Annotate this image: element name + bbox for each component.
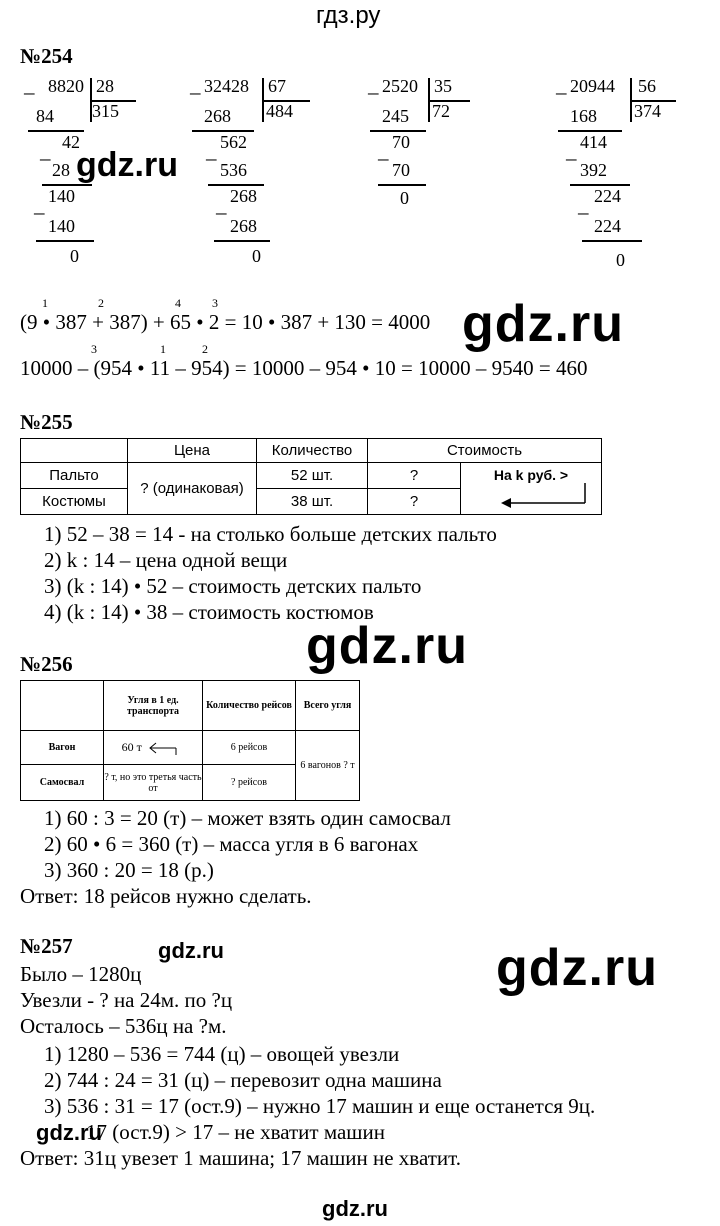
step: 42: [62, 132, 80, 152]
step: 224: [594, 216, 621, 236]
step: 268: [230, 216, 257, 236]
problem-255-title: №255: [20, 410, 73, 434]
step-line: 4) (k : 14) • 38 – стоимость костюмов: [44, 600, 374, 624]
note-text: На k руб. >: [493, 467, 569, 483]
table-header: Всего угля: [296, 681, 360, 731]
step-line: 1) 1280 – 536 = 744 (ц) – овощей увезли: [44, 1042, 400, 1066]
step-line: 17 (ост.9) > 17 – не хватит машин: [86, 1120, 385, 1144]
watermark: gdz.ru: [36, 1120, 102, 1145]
step-line: 1) 52 – 38 = 14 - на столько больше детских пальто: [44, 522, 497, 546]
watermark: gdz.ru: [462, 295, 624, 353]
table-header: [21, 439, 128, 463]
table-cell: 38 шт.: [257, 489, 368, 515]
table-header: Количество: [257, 439, 368, 463]
table-cell: ? рейсов: [203, 765, 296, 801]
given-line: Увезли - ? на 24м. по ?ц: [20, 988, 233, 1012]
dividend: 20944: [570, 76, 615, 96]
dividend: 32428: [204, 76, 249, 96]
step: 562: [220, 132, 247, 152]
table-cell: ? т, но это третья часть от: [104, 765, 203, 801]
step: 70: [392, 160, 410, 180]
quotient: 315: [92, 101, 119, 121]
watermark-footer: gdz.ru: [322, 1196, 388, 1221]
divisor: 35: [434, 76, 452, 96]
table-cell-note: [461, 463, 602, 515]
table-cell: Самосвал: [21, 765, 104, 801]
table-cell: 6 вагонов ? т: [296, 731, 360, 801]
order-mark: 2: [98, 296, 104, 310]
order-mark: 4: [175, 296, 181, 310]
table-cell: Вагон: [21, 731, 104, 765]
quotient: 72: [432, 101, 450, 121]
step: 0: [70, 246, 79, 266]
table-255: [20, 438, 602, 515]
step: 0: [252, 246, 261, 266]
step: 140: [48, 186, 75, 206]
table-cell: 52 шт.: [257, 463, 368, 489]
table-header: [21, 681, 104, 731]
problem-254-title: №254: [20, 44, 73, 68]
step: 268: [230, 186, 257, 206]
step-line: 1) 60 : 3 = 20 (т) – может взять один самосвал: [44, 806, 451, 830]
table-cell: Костюмы: [21, 489, 128, 515]
step-line: 2) 60 • 6 = 360 (т) – масса угля в 6 вагонах: [44, 832, 419, 856]
table-header: Угля в 1 ед. транспорта: [104, 681, 203, 731]
dividend: 8820: [48, 76, 84, 96]
step-line: 2) 744 : 24 = 31 (ц) – перевозит одна машина: [44, 1068, 442, 1092]
arrow-left-icon: [144, 741, 184, 755]
table-cell: ? (одинаковая): [128, 463, 257, 515]
step: 168: [570, 106, 597, 126]
problem-257-title: №257: [20, 934, 73, 958]
problem-256-title: №256: [20, 652, 73, 676]
step: 224: [594, 186, 621, 206]
expression-2: 10000 – (954 • 11 – 954) = 10000 – 954 • 10 = 10000 – 9540 = 460: [20, 356, 588, 380]
step: 84: [36, 106, 54, 126]
table-cell: ?: [368, 489, 461, 515]
quotient: 484: [266, 101, 293, 121]
answer: Ответ: 18 рейсов нужно сделать.: [20, 884, 312, 908]
cell-text: 60 т: [121, 739, 142, 754]
given-line: Осталось – 536ц на ?м.: [20, 1014, 227, 1038]
step-line: 3) 360 : 20 = 18 (р.): [44, 858, 214, 882]
step: 0: [616, 250, 625, 270]
step: 268: [204, 106, 231, 126]
divisor: 67: [268, 76, 286, 96]
table-256: [20, 680, 360, 801]
watermark: gdz.ru: [76, 146, 178, 184]
step-line: 3) 536 : 31 = 17 (ост.9) – нужно 17 машин и еще останется 9ц.: [44, 1094, 596, 1118]
expression-1: (9 • 387 + 387) + 65 • 2 = 10 • 387 + 130 = 4000: [20, 310, 431, 334]
step: 245: [382, 106, 409, 126]
step: 392: [580, 160, 607, 180]
step-line: 2) k : 14 – цена одной вещи: [44, 548, 288, 572]
step: 28: [52, 160, 70, 180]
watermark: gdz.ru: [306, 617, 468, 675]
order-mark: 3: [212, 296, 218, 310]
table-cell: [104, 731, 203, 765]
order-mark: 2: [202, 342, 208, 356]
table-header: Количество рейсов: [203, 681, 296, 731]
given-line: Было – 1280ц: [20, 962, 142, 986]
step: 0: [400, 188, 409, 208]
step: 414: [580, 132, 607, 152]
step: 140: [48, 216, 75, 236]
watermark: gdz.ru: [496, 939, 658, 997]
table-cell: 6 рейсов: [203, 731, 296, 765]
table-cell: ?: [368, 463, 461, 489]
table-cell: Пальто: [21, 463, 128, 489]
arrow-left-icon: [461, 483, 601, 511]
order-mark: 1: [160, 342, 166, 356]
answer: Ответ: 31ц увезет 1 машина; 17 машин не хватит.: [20, 1146, 461, 1170]
site-header: гдз.ру: [316, 2, 381, 29]
step-line: 3) (k : 14) • 52 – стоимость детских пальто: [44, 574, 422, 598]
divisor: 28: [96, 76, 114, 96]
table-header: Стоимость: [368, 439, 602, 463]
table-header: Цена: [128, 439, 257, 463]
watermark: gdz.ru: [158, 938, 224, 963]
dividend: 2520: [382, 76, 418, 96]
step: 70: [392, 132, 410, 152]
order-mark: 3: [91, 342, 97, 356]
quotient: 374: [634, 101, 661, 121]
order-mark: 1: [42, 296, 48, 310]
divisor: 56: [638, 76, 656, 96]
step: 536: [220, 160, 247, 180]
